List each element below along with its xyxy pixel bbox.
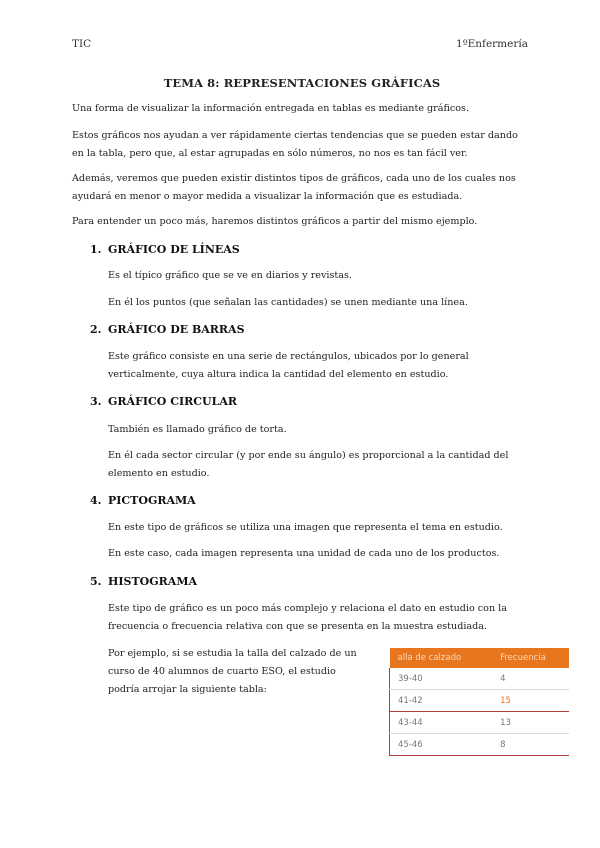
table-cell: 13 bbox=[492, 712, 569, 734]
section-heading-pictograma bbox=[90, 494, 196, 507]
section-title: PICTOGRAMA bbox=[108, 494, 196, 507]
table-cell: 43-44 bbox=[390, 712, 493, 734]
section-title: GRÁFICO DE LÍNEAS bbox=[108, 243, 240, 256]
intro-paragraph: Estos gráficos nos ayudan a ver rápidamente ciertas tendencias que se pueden estar dando en la tabla, pero que, al estar agrupadas en sólo números, no nos es tan fácil ver. bbox=[72, 130, 518, 159]
section-heading-barras bbox=[90, 323, 245, 336]
section-number: 3. bbox=[90, 395, 102, 408]
table-row bbox=[390, 712, 570, 734]
intro-paragraph: Además, veremos que pueden existir distintos tipos de gráficos, cada uno de los cuales nos ayudará en menor o mayor medida a visualizar la información que es estudiada. bbox=[72, 173, 516, 202]
section-heading-lineas bbox=[90, 243, 240, 256]
section-number: 4. bbox=[90, 494, 102, 507]
table-cell: 15 bbox=[492, 690, 569, 712]
table-cell: 45-46 bbox=[390, 734, 493, 756]
section-paragraph: En este caso, cada imagen representa una unidad de cada uno de los productos. bbox=[108, 548, 500, 559]
section-heading-circular bbox=[90, 395, 237, 408]
table-row bbox=[390, 668, 570, 690]
table-header-cell: Frecuencia bbox=[492, 648, 569, 668]
table-header-cell: alla de calzado bbox=[390, 648, 493, 668]
table-cell: 8 bbox=[492, 734, 569, 756]
section-paragraph: Este tipo de gráfico es un poco más complejo y relaciona el dato en estudio con la frecuencia o frecuencia relativa con que se presenta en la muestra estudiada. bbox=[108, 603, 507, 632]
section-number: 5. bbox=[90, 575, 102, 588]
header-left: TIC bbox=[72, 38, 92, 50]
section-title: GRÁFICO CIRCULAR bbox=[108, 395, 237, 408]
table-cell: 39-40 bbox=[390, 668, 493, 690]
intro-paragraph: Para entender un poco más, haremos distintos gráficos a partir del mismo ejemplo. bbox=[72, 216, 478, 227]
section-paragraph: Este gráfico consiste en una serie de rectángulos, ubicados por lo general verticalmente, cuya altura indica la cantidad del elemento en estudio. bbox=[108, 351, 469, 380]
section-paragraph: Es el típico gráfico que se ve en diarios y revistas. bbox=[108, 270, 352, 281]
table-header-row bbox=[390, 648, 570, 668]
section-title: GRÁFICO DE BARRAS bbox=[108, 323, 245, 336]
frequency-table bbox=[389, 648, 569, 756]
table-cell: 4 bbox=[492, 668, 569, 690]
section-paragraph: En él los puntos (que señalan las cantidades) se unen mediante una línea. bbox=[108, 297, 468, 308]
intro-paragraph: Una forma de visualizar la información entregada en tablas es mediante gráficos. bbox=[72, 103, 470, 114]
example-paragraph: Por ejemplo, si se estudia la talla del calzado de un curso de 40 alumnos de cuarto ESO, el estudio podría arrojar la siguiente tabla: bbox=[108, 648, 357, 695]
table-cell: 41-42 bbox=[390, 690, 493, 712]
section-number: 1. bbox=[90, 243, 102, 256]
section-title: HISTOGRAMA bbox=[108, 575, 198, 588]
section-heading-histograma bbox=[90, 575, 197, 588]
header-right: 1ºEnfermería bbox=[456, 38, 528, 50]
table-row bbox=[390, 690, 570, 712]
table-row bbox=[390, 734, 570, 756]
section-paragraph: En él cada sector circular (y por ende su ángulo) es proporcional a la cantidad del elemento en estudio. bbox=[108, 450, 509, 479]
section-paragraph: En este tipo de gráficos se utiliza una imagen que representa el tema en estudio. bbox=[108, 522, 503, 533]
page-title: TEMA 8: REPRESENTACIONES GRÁFICAS bbox=[163, 76, 441, 90]
section-paragraph: También es llamado gráfico de torta. bbox=[108, 424, 287, 435]
section-number: 2. bbox=[90, 323, 102, 336]
